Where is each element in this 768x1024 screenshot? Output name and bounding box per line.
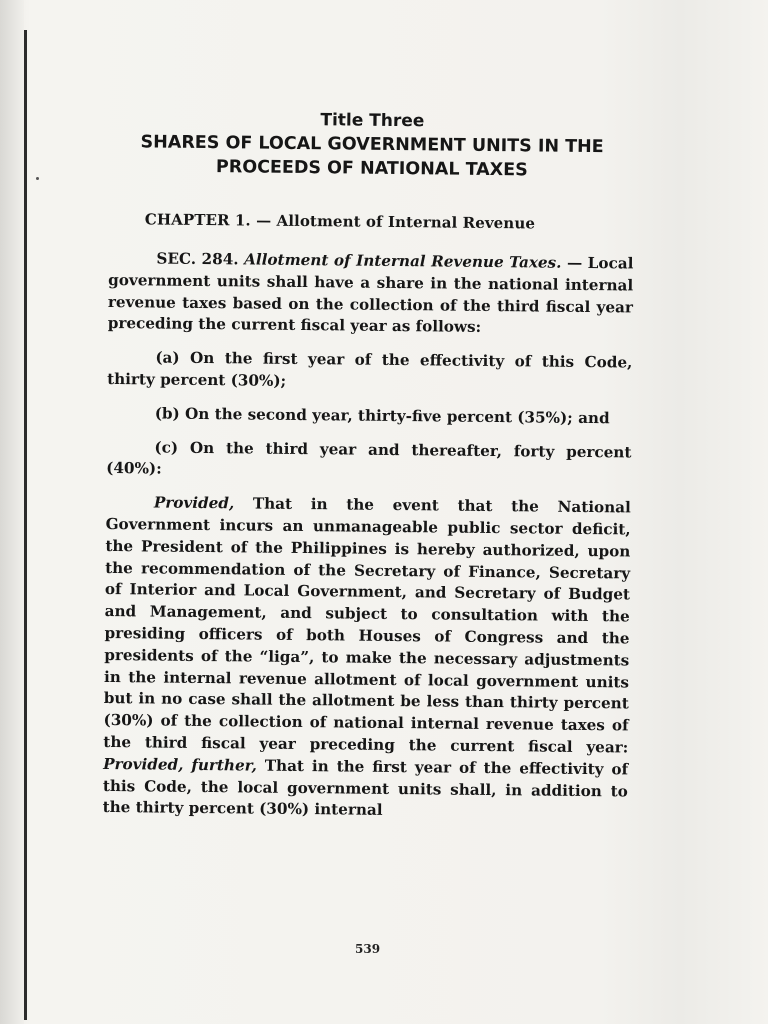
item-b: (b) On the second year, thirty-five percent (35%); and bbox=[154, 404, 610, 428]
title-line-2: PROCEEDS OF NATIONAL TAXES bbox=[215, 157, 528, 181]
item-a: (a) On the first year of the effectivity of this Code, thirty percent (30%); bbox=[107, 348, 633, 390]
section-number: SEC. 284. bbox=[156, 249, 239, 269]
title-line-1: SHARES OF LOCAL GOVERNMENT UNITS IN THE bbox=[140, 132, 604, 158]
section-intro: — Local government units shall have a share in the national internal revenue taxes based on the collection of the third fiscal year preceding the current fiscal year as follows: bbox=[107, 253, 634, 337]
page-number: 539 bbox=[355, 942, 381, 956]
book-binding-edge bbox=[24, 30, 27, 1020]
section-intro-paragraph bbox=[108, 248, 634, 341]
page-content bbox=[102, 108, 635, 837]
speck bbox=[36, 177, 39, 180]
section-284 bbox=[103, 248, 634, 825]
proviso-text-2: That in the first year of the effectivity of this Code, the local government units shall, in addition to the thirty percent (30%) internal bbox=[102, 756, 629, 820]
proviso-lead: Provided, bbox=[153, 493, 235, 513]
proviso-paragraph bbox=[103, 492, 631, 824]
section-title: Allotment of Internal Revenue Taxes. bbox=[244, 250, 562, 272]
binding-shadow bbox=[0, 0, 24, 1024]
proviso-text-1: That in the event that the National Government incurs an unmanageable public sector deficit, the President of the Philippines is hereby authorized, upon the recommendation of the Secretary of Finance, Secretary of Interior and Local Government, and Secretary of Budget and Management, and subject to consultation with the presiding officers of both Houses of Congress and the presidents of the “liga”, to make the necessary adjustments in the internal revenue allotment of local government units but in no case shall the allotment be less than thirty percent (30%) of the collection of national internal revenue taxes of the third fiscal year preceding the current fiscal year: bbox=[103, 494, 631, 757]
item-c: (c) On the third year and thereafter, forty percent (40%): bbox=[106, 438, 632, 478]
chapter-heading: CHAPTER 1. — Allotment of Internal Revenue bbox=[144, 210, 536, 233]
proviso-further: Provided, further, bbox=[103, 754, 257, 775]
title-label: Title Three bbox=[320, 110, 425, 132]
